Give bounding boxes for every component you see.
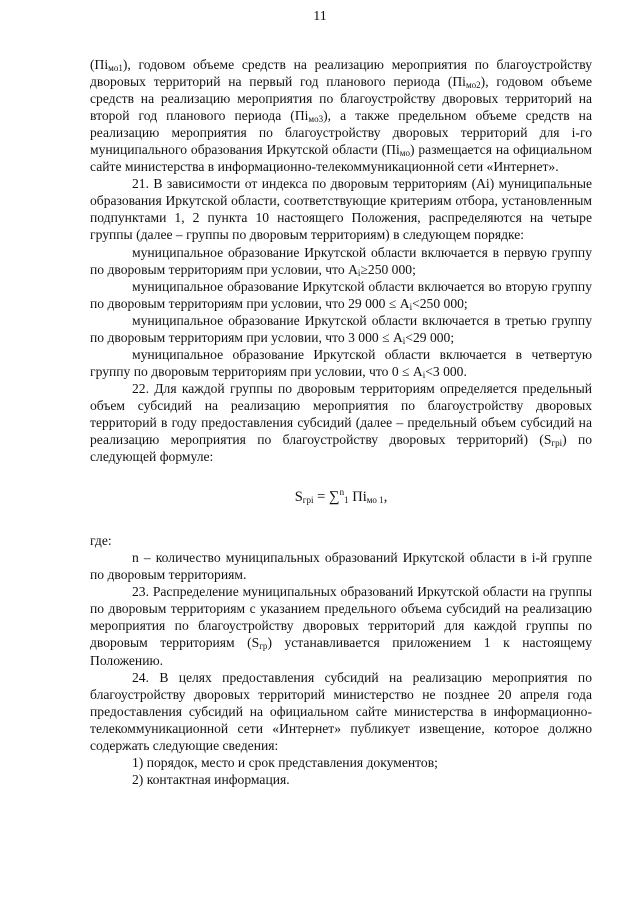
paragraph-23: 23. Распределение муниципальных образований Иркутской области на группы по дворовым территориям с указанием предельного объема субсидий на реализацию мероприятия по благоустройству дворовых территорий для каждой группы по дворовым территориям $(S_{гр})$ устанавливается приложением 1 к настоящему Положению. — [90, 584, 593, 668]
n-definition: n – количество муниципальных образований Иркутской области в i-й группе по дворовым территориям. — [90, 550, 592, 583]
list-item: 1) порядок, место и срок представления документов; — [132, 754, 438, 770]
list-item: 2) контактная информация. — [132, 771, 290, 787]
paragraph-funding: $(Пі_{мо1})$, годовом объеме средств на реализацию мероприятия по благоустройству дворовых территорий на первый год планового периода $(Пі_{мо2})$, годовом объеме средств на реализацию мероприятия по благоустройству дворовых территорий на второй год планового периода $(Пі_{мо3})$, а также предельном объеме средств на реализацию мероприятия по благоустройству дворовых территорий для i-го муниципального образования Иркутской области $(Пі_{мо})$ размещается на официальном сайте министерства в информационно-телекоммуникационной сети «Интернет». — [90, 57, 592, 175]
group-condition-1: муниципальное образование Иркутской области включается в первую группу по дворовым территориям при условии, что $A_i\ge 250$ 000; — [90, 244, 592, 278]
paragraph-22: 22. Для каждой группы по дворовым территориям определяется предельный объем субсидий на реализацию мероприятия по благоустройству дворовых территорий в году предоставления субсидий (далее – предельный объем субсидий на реализацию мероприятия по благоустройству дворовых территорий) $(S_{грi})$ по следующей формуле: — [90, 380, 593, 465]
group-condition-4: муниципальное образование Иркутской области включается в четвертую группу по дворовым территориям при условии, что $0 \le A_i<3$ 000. — [90, 346, 592, 380]
formula: $S_{грi} = \sum^n_1$ $Пі_{мо 1}$, — [294, 487, 388, 506]
paragraph-24: 24. В целях предоставления субсидий на реализацию мероприятия по благоустройству дворовых территорий министерство не позднее 20 апреля года предоставления субсидий на официальном сайте министерства в информационно-телекоммуникационной сети «Интернет» публикует извещение, которое должно содержать следующие сведения: — [90, 669, 592, 753]
where-label: где: — [90, 533, 112, 549]
document-body — [90, 56, 592, 788]
group-condition-2: муниципальное образование Иркутской области включается во вторую группу по дворовым территориям при условии, что 29 $000 \le A_i<250$ 000; — [90, 278, 592, 312]
group-condition-3: муниципальное образование Иркутской области включается в третью группу по дворовым территориям при условии, что 3 $000 \le A_i<29$ 000; — [90, 312, 592, 346]
page-number: 11 — [313, 9, 327, 24]
paragraph-21: 21. В зависимости от индекса по дворовым территориям (Ai) муниципальные образования Иркутской области, соответствующие критериям отбора, установленным подпунктами 1, 2 пункта 10 настоящего Положения, распределяются на четыре группы (далее – группы по дворовым территориям) в следующем порядке: — [90, 176, 592, 243]
